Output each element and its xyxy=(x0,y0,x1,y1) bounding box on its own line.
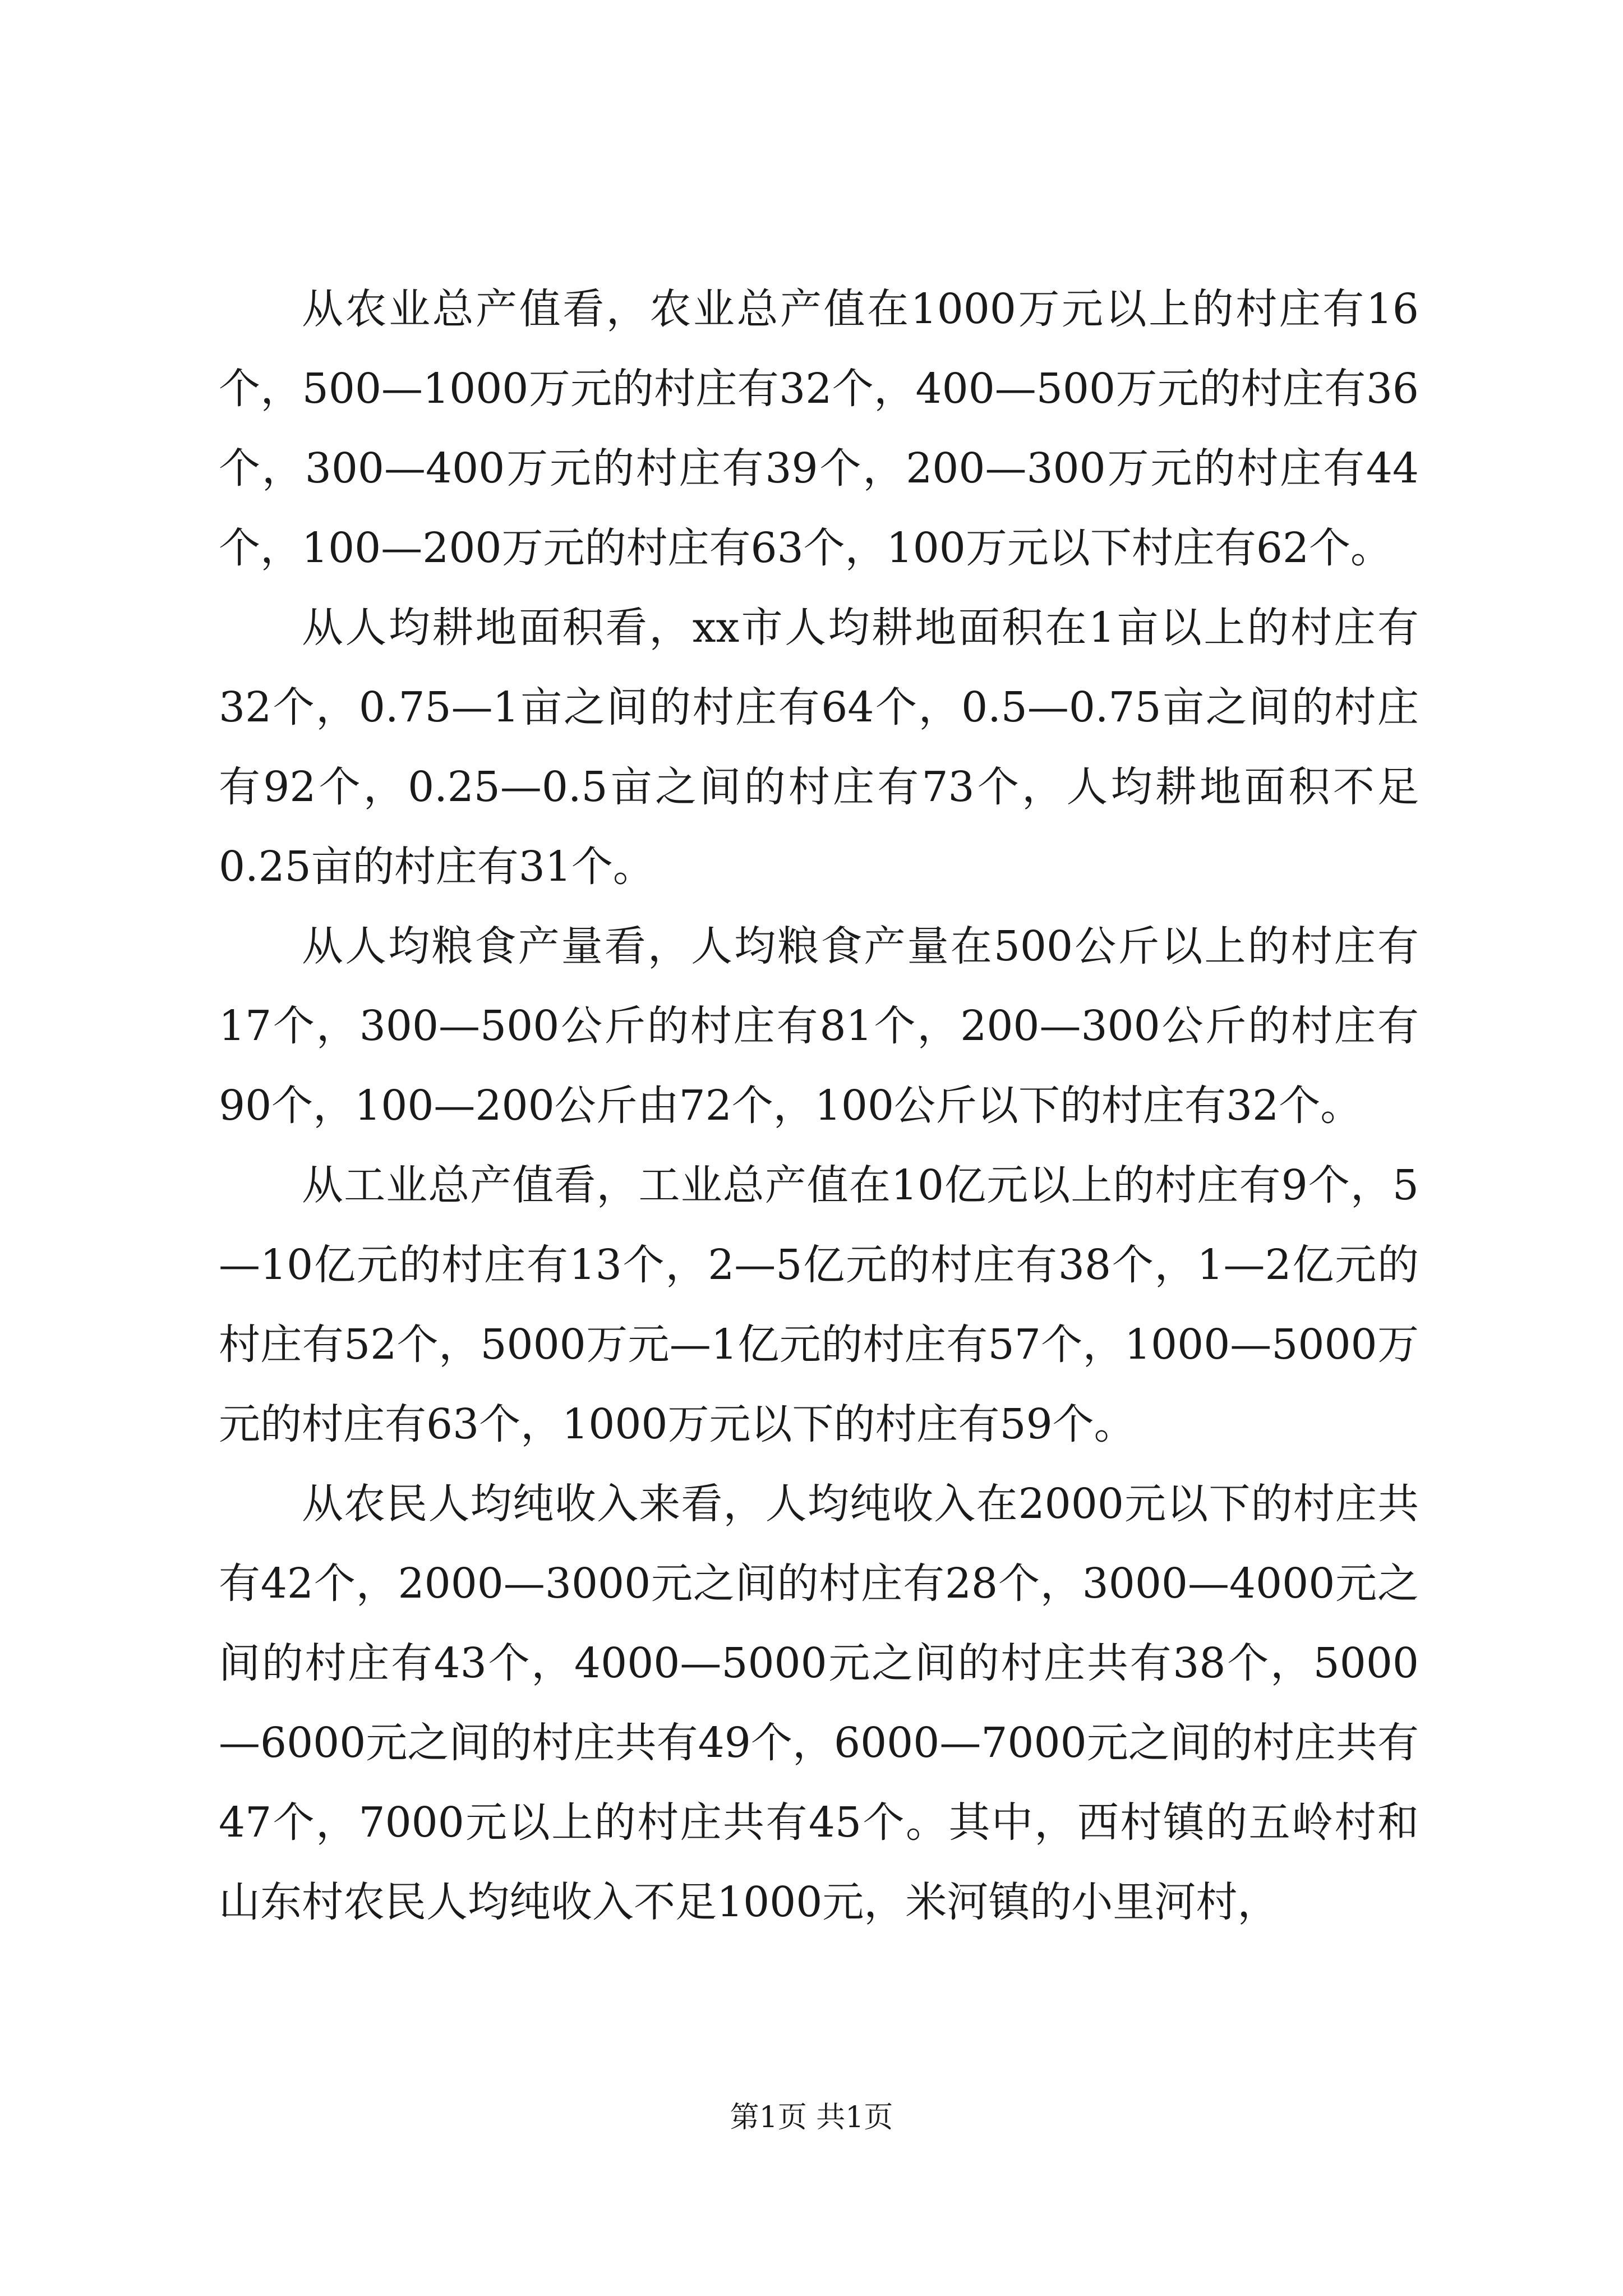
page-footer: 第1页 共1页 xyxy=(730,2101,893,2134)
paragraph-grain-per-capita: 从人均粮食产量看，人均粮食产量在500公斤以上的村庄有17个，300—500公斤的村庄有81个，200—300公斤的村庄有90个，100—200公斤由72个，100公斤以下的村庄有32个。 xyxy=(219,922,1419,1130)
paragraph-farmland-per-capita: 从人均耕地面积看，xx市人均耕地面积在1亩以上的村庄有32个，0.75—1亩之间的村庄有64个，0.5—0.75亩之间的村庄有92个，0.25—0.5亩之间的村庄有73个，人均耕地面积不足0.25亩的村庄有31个。 xyxy=(219,604,1419,891)
paragraph-industry-output: 从工业总产值看，工业总产值在10亿元以上的村庄有9个，5—10亿元的村庄有13个，2—5亿元的村庄有38个，1—2亿元的村庄有52个，5000万元—1亿元的村庄有57个，1000—5000万元的村庄有63个，1000万元以下的村庄有59个。 xyxy=(219,1161,1419,1448)
paragraph-farmer-income: 从农民人均纯收入来看，人均纯收入在2000元以下的村庄共有42个，2000—3000元之间的村庄有28个，3000—4000元之间的村庄有43个，4000—5000元之间的村庄共有38个，5000—6000元之间的村庄共有49个，6000—7000元之间的村庄共有47个，7000元以上的村庄共有45个。其中，西村镇的五岭村和山东村农民人均纯收入不足1000元，米河镇的小里河村， xyxy=(219,1480,1419,1926)
paragraph-agriculture-output: 从农业总产值看，农业总产值在1000万元以上的村庄有16个，500—1000万元的村庄有32个，400—500万元的村庄有36个，300—400万元的村庄有39个，200—300万元的村庄有44个，100—200万元的村庄有63个，100万元以下村庄有62个。 xyxy=(219,285,1419,572)
document-body xyxy=(219,269,1419,1942)
